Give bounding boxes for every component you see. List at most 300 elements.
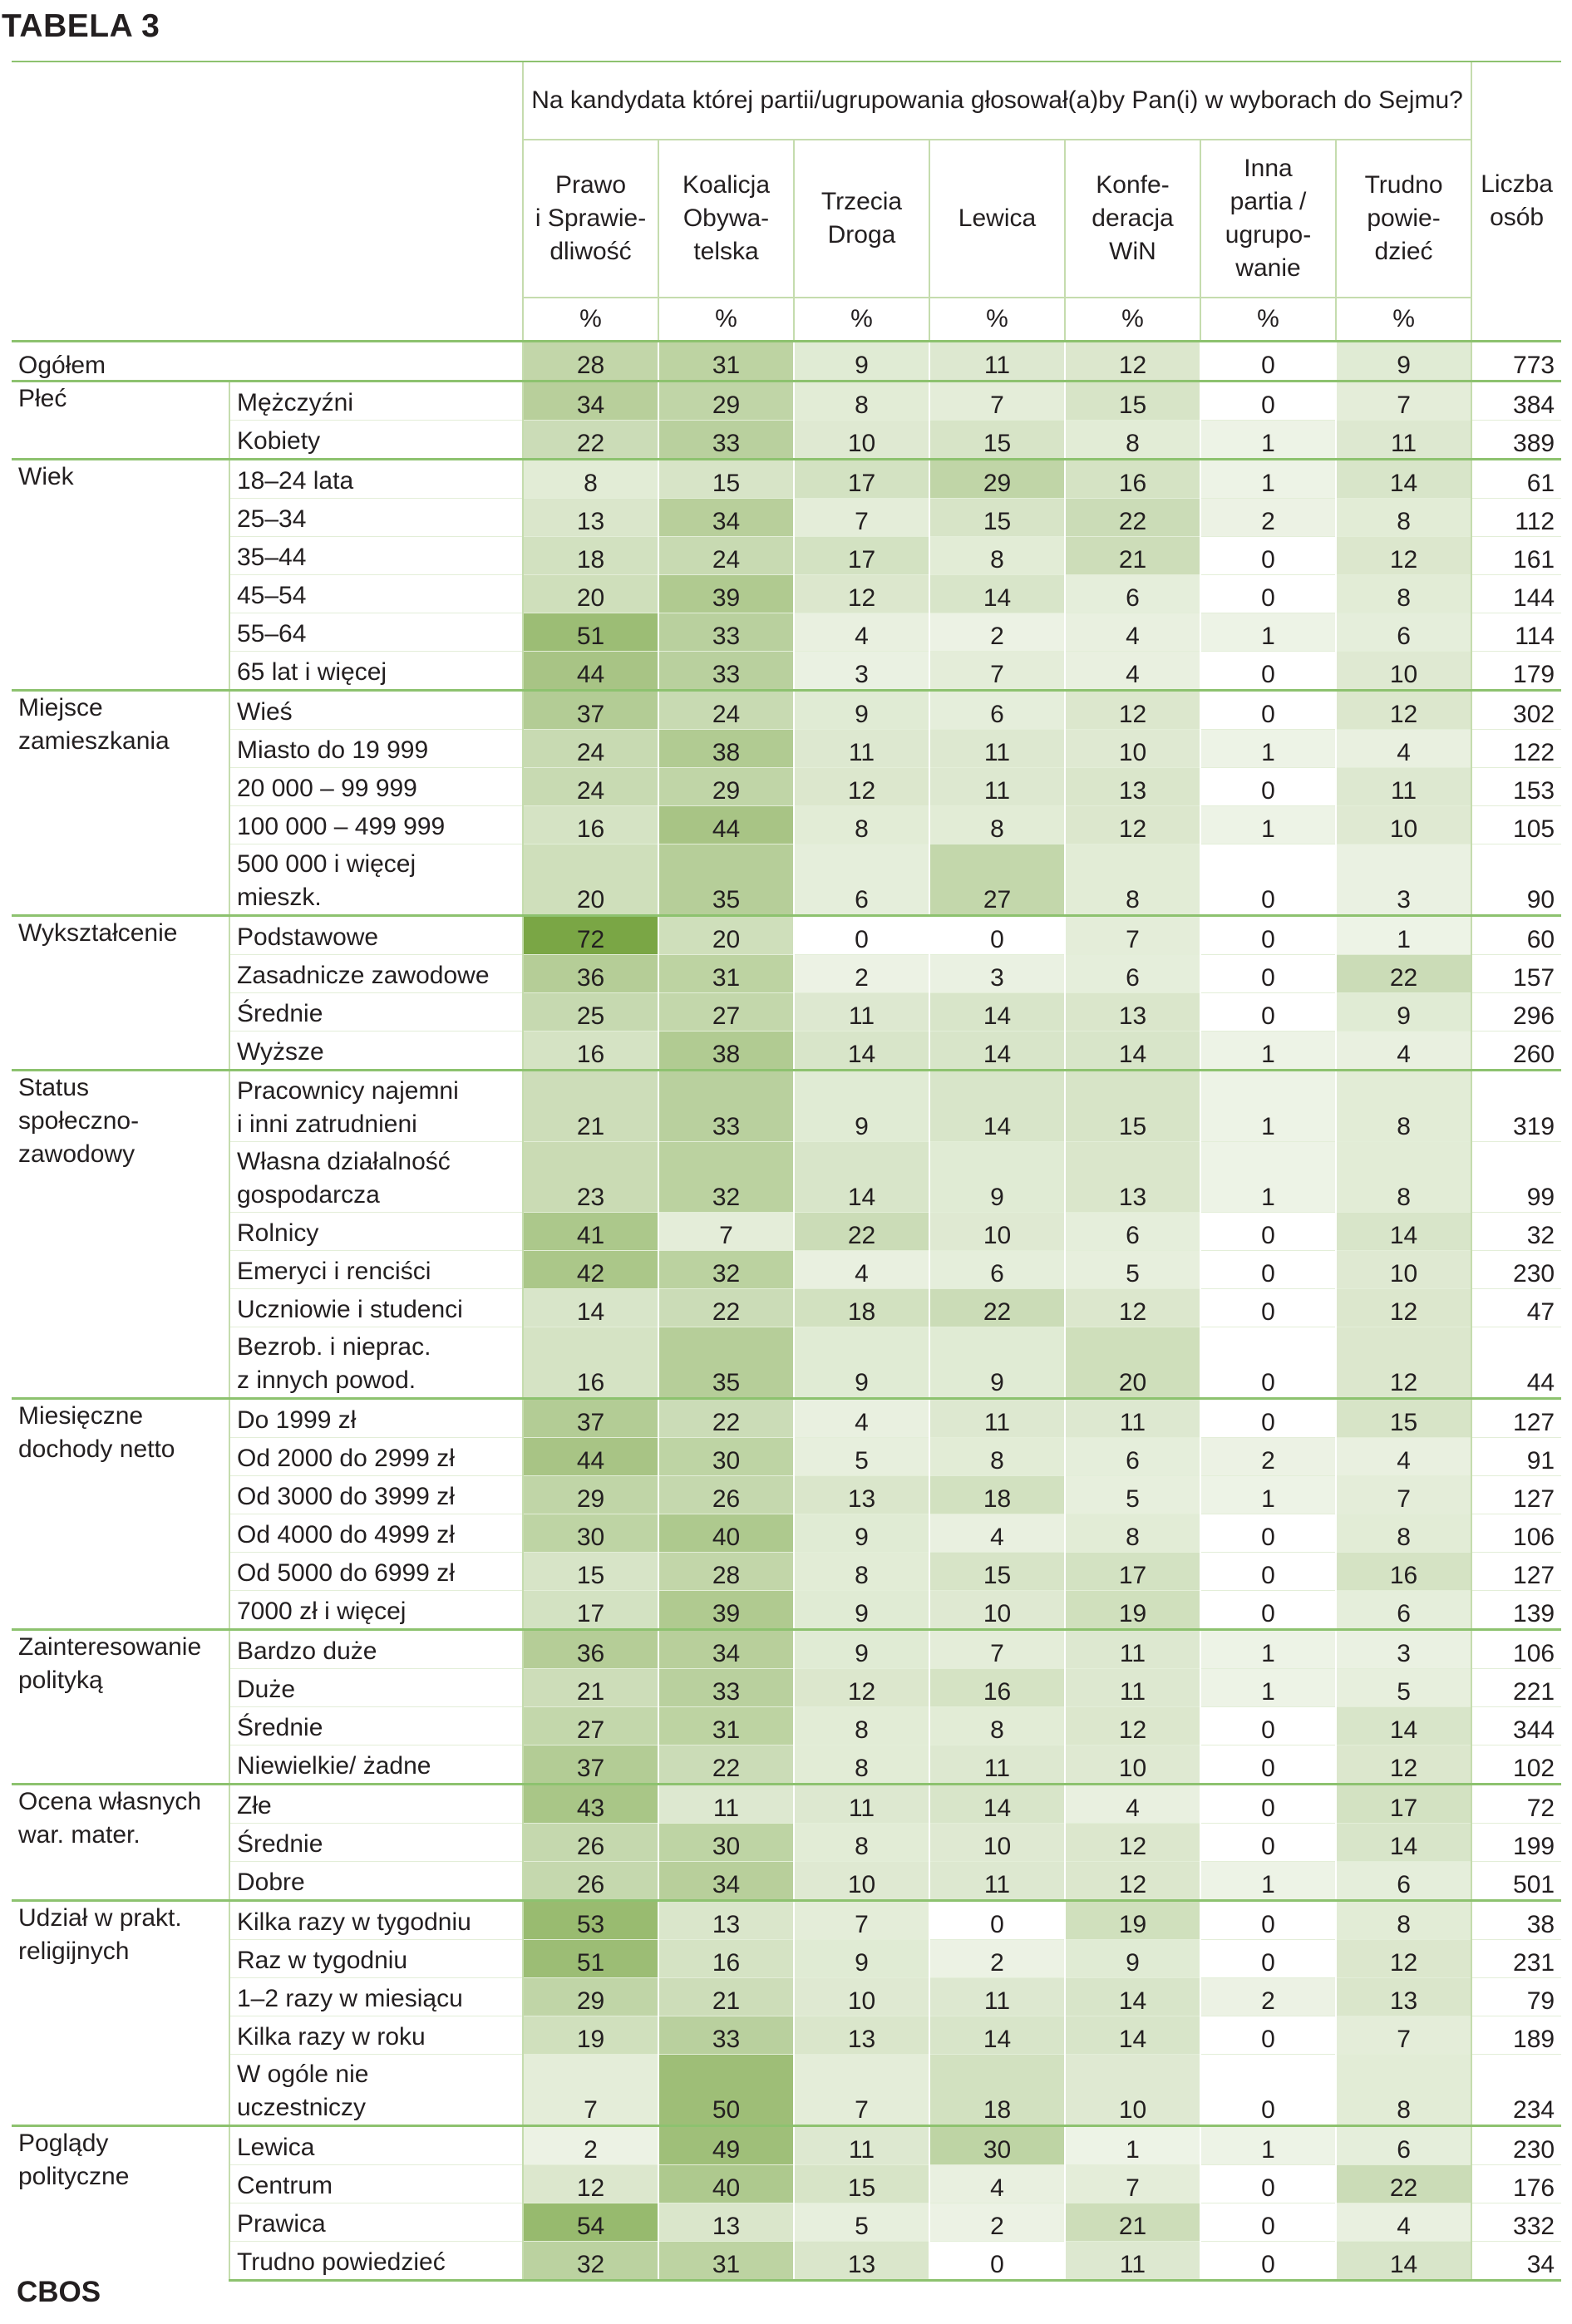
text-line: gospodarcza	[237, 1180, 380, 1209]
text-line: Zainteresowanie	[18, 1632, 202, 1661]
subgroup-label	[229, 954, 523, 992]
percent-cell: 33	[658, 651, 794, 690]
percent-unit: %	[1200, 298, 1336, 341]
table-row	[12, 2054, 1561, 2125]
text-line: Kobiety	[237, 426, 321, 455]
count-cell: 230	[1471, 1250, 1561, 1288]
text-line: i Sprawie-	[535, 204, 647, 232]
percent-cell: 14	[1336, 459, 1471, 498]
percent-cell: 72	[523, 915, 658, 954]
percent-cell: 0	[929, 2241, 1065, 2280]
text-line: Złe	[237, 1791, 272, 1819]
table-row	[12, 1552, 1561, 1590]
percent-cell: 7	[794, 1900, 929, 1939]
subgroup-label	[229, 1939, 523, 1977]
percent-cell: 17	[794, 536, 929, 574]
table-row	[12, 1706, 1561, 1745]
text-line: Lewica	[237, 2133, 315, 2161]
percent-cell: 7	[1336, 1475, 1471, 1514]
percent-cell: 7	[1065, 2164, 1200, 2203]
subgroup-label	[229, 459, 523, 498]
percent-cell: 14	[1065, 1977, 1200, 2016]
percent-cell: 12	[1065, 1823, 1200, 1861]
count-cell: 234	[1471, 2054, 1561, 2125]
percent-cell: 14	[1336, 1706, 1471, 1745]
percent-cell: 31	[658, 2241, 794, 2280]
percent-cell: 11	[658, 1784, 794, 1823]
count-cell: 773	[1471, 341, 1561, 381]
percent-cell: 36	[523, 954, 658, 992]
text-line: Wiek	[18, 462, 74, 490]
percent-cell: 15	[1065, 381, 1200, 420]
text-line: war. mater.	[18, 1820, 140, 1849]
percent-cell: 0	[1200, 341, 1336, 381]
percent-cell: 28	[658, 1552, 794, 1590]
percent-cell: 14	[523, 1288, 658, 1327]
subgroup-label	[229, 1437, 523, 1475]
percent-cell: 29	[658, 381, 794, 420]
table-row	[12, 1437, 1561, 1475]
percent-cell: 9	[794, 1514, 929, 1552]
subgroup-label	[229, 1250, 523, 1288]
count-cell: 34	[1471, 2241, 1561, 2280]
table-row	[12, 2016, 1561, 2054]
percent-cell: 0	[1200, 992, 1336, 1031]
subgroup-label	[229, 1141, 523, 1212]
percent-cell: 6	[1065, 574, 1200, 613]
text-line: Status	[18, 1073, 90, 1101]
percent-cell: 32	[658, 1250, 794, 1288]
percent-cell: 7	[1065, 915, 1200, 954]
table-row	[12, 690, 1561, 729]
subgroup-label	[229, 1900, 523, 1939]
percent-cell: 44	[523, 651, 658, 690]
party-header-5	[1200, 140, 1336, 298]
percent-cell: 1	[1200, 1141, 1336, 1212]
percent-cell: 8	[523, 459, 658, 498]
count-cell: 127	[1471, 1475, 1561, 1514]
subgroup-label	[229, 1514, 523, 1552]
table-row	[12, 1141, 1561, 1212]
count-cell: 189	[1471, 2016, 1561, 2054]
percent-cell: 0	[1200, 2203, 1336, 2241]
text-line: zawodowy	[18, 1140, 136, 1168]
percent-cell: 0	[1200, 651, 1336, 690]
percent-cell: 8	[929, 536, 1065, 574]
percent-cell: 3	[929, 954, 1065, 992]
text-line: wanie	[1235, 254, 1301, 282]
percent-cell: 14	[1336, 1212, 1471, 1250]
percent-cell: 0	[1200, 2164, 1336, 2203]
count-cell: 102	[1471, 1745, 1561, 1784]
percent-cell: 8	[929, 1437, 1065, 1475]
text-line: Od 3000 do 3999 zł	[237, 1482, 455, 1510]
percent-cell: 8	[1065, 844, 1200, 915]
text-line: Miasto do 19 999	[237, 736, 429, 764]
text-line: 500 000 i więcej	[237, 849, 416, 878]
percent-cell: 27	[929, 844, 1065, 915]
count-cell: 127	[1471, 1398, 1561, 1437]
subgroup-label	[229, 1070, 523, 1141]
text-line: polityką	[18, 1666, 103, 1694]
percent-cell: 8	[1065, 420, 1200, 459]
percent-cell: 5	[794, 2203, 929, 2241]
percent-cell: 6	[1336, 1861, 1471, 1900]
percent-cell: 9	[794, 1629, 929, 1668]
text-line: Trudno powiedzieć	[237, 2248, 446, 2276]
text-line: dliwość	[549, 238, 632, 265]
percent-cell: 9	[794, 1327, 929, 1398]
percent-unit: %	[929, 298, 1065, 341]
percent-cell: 8	[1336, 1141, 1471, 1212]
text-line: 18–24 lata	[237, 466, 354, 495]
table-row	[12, 1590, 1561, 1629]
percent-cell: 0	[1200, 844, 1336, 915]
text-line: W ogóle nie	[237, 2060, 369, 2088]
count-cell: 79	[1471, 1977, 1561, 2016]
percent-cell: 14	[1065, 2016, 1200, 2054]
percent-cell: 4	[794, 1250, 929, 1288]
percent-cell: 11	[794, 729, 929, 767]
percent-cell: 18	[523, 536, 658, 574]
percent-cell: 14	[1336, 1823, 1471, 1861]
table-row	[12, 1070, 1561, 1141]
percent-cell: 1	[1065, 2125, 1200, 2164]
percent-cell: 14	[794, 1031, 929, 1070]
text-line: Bardzo duże	[237, 1637, 377, 1665]
percent-cell: 20	[523, 844, 658, 915]
text-line: 65 lat i więcej	[237, 657, 387, 686]
table-row	[12, 341, 1561, 381]
text-line: Droga	[827, 221, 896, 249]
percent-cell: 14	[929, 992, 1065, 1031]
percent-cell: 22	[658, 1288, 794, 1327]
table-row	[12, 1939, 1561, 1977]
percent-cell: 12	[1065, 1861, 1200, 1900]
percent-cell: 10	[929, 1823, 1065, 1861]
subgroup-label	[229, 574, 523, 613]
count-cell: 153	[1471, 767, 1561, 805]
percent-cell: 33	[658, 1668, 794, 1706]
percent-cell: 9	[794, 1939, 929, 1977]
text-line: Podstawowe	[237, 923, 379, 951]
count-cell: 221	[1471, 1668, 1561, 1706]
table-row	[12, 954, 1561, 992]
count-cell: 114	[1471, 613, 1561, 651]
percent-cell: 0	[1200, 1900, 1336, 1939]
percent-cell: 0	[1200, 2054, 1336, 2125]
percent-cell: 7	[929, 381, 1065, 420]
percent-cell: 21	[1065, 536, 1200, 574]
percent-cell: 11	[929, 767, 1065, 805]
table-row	[12, 2164, 1561, 2203]
count-cell: 106	[1471, 1514, 1561, 1552]
percent-cell: 6	[794, 844, 929, 915]
percent-cell: 13	[794, 2016, 929, 2054]
percent-cell: 10	[1065, 729, 1200, 767]
subgroup-label	[229, 381, 523, 420]
percent-cell: 0	[1200, 690, 1336, 729]
text-line: Konfe-	[1096, 171, 1170, 199]
percent-cell: 8	[794, 1745, 929, 1784]
percent-cell: 42	[523, 1250, 658, 1288]
table-row	[12, 2125, 1561, 2164]
percent-cell: 13	[1065, 992, 1200, 1031]
percent-cell: 0	[1200, 1784, 1336, 1823]
percent-unit: %	[1065, 298, 1200, 341]
percent-cell: 2	[1200, 1977, 1336, 2016]
percent-cell: 17	[523, 1590, 658, 1629]
text-line: 55–64	[237, 619, 307, 647]
percent-cell: 4	[1065, 651, 1200, 690]
text-line: Płeć	[18, 384, 67, 412]
count-cell: 38	[1471, 1900, 1561, 1939]
percent-cell: 19	[523, 2016, 658, 2054]
text-line: Pracownicy najemni	[237, 1076, 459, 1105]
subgroup-label	[229, 690, 523, 729]
category-label	[12, 1629, 229, 1784]
percent-cell: 24	[658, 536, 794, 574]
percent-cell: 17	[1065, 1552, 1200, 1590]
percent-cell: 14	[929, 574, 1065, 613]
text-line: 1–2 razy w miesiącu	[237, 1984, 463, 2012]
category-label	[12, 2125, 229, 2280]
subgroup-label	[229, 1668, 523, 1706]
percent-cell: 1	[1200, 1668, 1336, 1706]
percent-cell: 39	[658, 574, 794, 613]
count-cell: 384	[1471, 381, 1561, 420]
percent-unit: %	[523, 298, 658, 341]
category-label	[12, 915, 229, 1070]
percent-cell: 5	[794, 1437, 929, 1475]
count-cell: 161	[1471, 536, 1561, 574]
percent-cell: 29	[929, 459, 1065, 498]
count-cell: 389	[1471, 420, 1561, 459]
text-line: Do 1999 zł	[237, 1406, 357, 1434]
percent-cell: 9	[929, 1141, 1065, 1212]
percent-cell: 0	[1200, 1398, 1336, 1437]
table-title: TABELA 3	[2, 8, 160, 44]
text-line: Bezrob. i nieprac.	[237, 1332, 431, 1361]
percent-cell: 7	[658, 1212, 794, 1250]
text-line: Koalicja	[682, 171, 771, 199]
percent-cell: 22	[1336, 954, 1471, 992]
table-row	[12, 2203, 1561, 2241]
percent-cell: 12	[1065, 690, 1200, 729]
party-header-3	[929, 140, 1065, 298]
table-row	[12, 1475, 1561, 1514]
question-text: Na kandydata której partii/ugrupowania głosował(a)by Pan(i) w wyborach do Sejmu?	[531, 86, 1463, 114]
percent-cell: 34	[658, 498, 794, 536]
text-line: Własna działalność	[237, 1147, 451, 1175]
percent-cell: 10	[1336, 1250, 1471, 1288]
percent-cell: 8	[794, 381, 929, 420]
count-cell: 122	[1471, 729, 1561, 767]
party-header-0	[523, 140, 658, 298]
count-cell: 47	[1471, 1288, 1561, 1327]
subgroup-label	[229, 2054, 523, 2125]
percent-cell: 8	[794, 1823, 929, 1861]
percent-cell: 1	[1200, 1861, 1336, 1900]
source-logo: CBOS	[17, 2276, 101, 2308]
percent-cell: 20	[1065, 1327, 1200, 1398]
table-row	[12, 1784, 1561, 1823]
subgroup-label	[229, 1784, 523, 1823]
text-line: Trzecia	[820, 188, 903, 215]
percent-cell: 30	[658, 1437, 794, 1475]
table-row	[12, 1861, 1561, 1900]
percent-cell: 2	[929, 613, 1065, 651]
text-line: społeczno-	[18, 1106, 140, 1135]
percent-cell: 8	[1336, 498, 1471, 536]
percent-cell: 7	[929, 1629, 1065, 1668]
percent-cell: 16	[658, 1939, 794, 1977]
percent-cell: 25	[523, 992, 658, 1031]
percent-cell: 32	[523, 2241, 658, 2280]
percent-cell: 35	[658, 1327, 794, 1398]
percent-cell: 49	[658, 2125, 794, 2164]
percent-cell: 40	[658, 1514, 794, 1552]
table-row	[12, 613, 1561, 651]
percent-cell: 54	[523, 2203, 658, 2241]
table-row	[12, 1629, 1561, 1668]
count-cell: 127	[1471, 1552, 1561, 1590]
count-cell: 106	[1471, 1629, 1561, 1668]
question-cell	[523, 62, 1471, 140]
percent-cell: 12	[1065, 341, 1200, 381]
count-cell: 99	[1471, 1141, 1561, 1212]
percent-cell: 0	[1200, 954, 1336, 992]
percent-cell: 43	[523, 1784, 658, 1823]
percent-cell: 4	[1336, 1031, 1471, 1070]
percent-cell: 18	[929, 1475, 1065, 1514]
percent-cell: 44	[523, 1437, 658, 1475]
percent-cell: 21	[658, 1977, 794, 2016]
text-line: 100 000 – 499 999	[237, 812, 446, 840]
subgroup-label	[229, 2125, 523, 2164]
percent-cell: 24	[523, 767, 658, 805]
percent-cell: 10	[794, 420, 929, 459]
percent-cell: 20	[523, 574, 658, 613]
percent-cell: 22	[794, 1212, 929, 1250]
percent-cell: 9	[1336, 341, 1471, 381]
count-cell: 319	[1471, 1070, 1561, 1141]
percent-cell: 10	[1336, 651, 1471, 690]
header-question-row	[12, 62, 1561, 140]
percent-cell: 9	[1065, 1939, 1200, 1977]
percent-cell: 7	[794, 2054, 929, 2125]
text-line: Kilka razy w roku	[237, 2022, 426, 2051]
text-line: zamieszkania	[18, 726, 170, 755]
percent-cell: 0	[794, 915, 929, 954]
count-cell: 32	[1471, 1212, 1561, 1250]
percent-cell: 27	[523, 1706, 658, 1745]
count-cell: 90	[1471, 844, 1561, 915]
percent-cell: 21	[523, 1070, 658, 1141]
percent-cell: 31	[658, 954, 794, 992]
percent-cell: 8	[794, 805, 929, 844]
percent-cell: 51	[523, 1939, 658, 1977]
percent-cell: 4	[1336, 729, 1471, 767]
count-cell: 230	[1471, 2125, 1561, 2164]
subgroup-label	[229, 805, 523, 844]
text-line: Od 4000 do 4999 zł	[237, 1520, 455, 1549]
percent-cell: 22	[658, 1398, 794, 1437]
percent-cell: 2	[1200, 498, 1336, 536]
percent-cell: 7	[1336, 2016, 1471, 2054]
percent-cell: 1	[1200, 805, 1336, 844]
percent-cell: 34	[658, 1629, 794, 1668]
percent-cell: 15	[929, 498, 1065, 536]
percent-cell: 0	[1200, 1590, 1336, 1629]
text-line: osób	[1490, 203, 1545, 231]
percent-cell: 12	[1065, 1288, 1200, 1327]
category-label	[12, 381, 229, 459]
table-row	[12, 420, 1561, 459]
percent-cell: 13	[523, 498, 658, 536]
text-line: Wieś	[237, 697, 293, 726]
percent-cell: 14	[929, 1784, 1065, 1823]
percent-cell: 0	[1200, 767, 1336, 805]
percent-cell: 33	[658, 613, 794, 651]
percent-cell: 7	[1336, 381, 1471, 420]
table-row	[12, 1398, 1561, 1437]
percent-cell: 1	[1200, 1475, 1336, 1514]
subgroup-label	[229, 1288, 523, 1327]
percent-cell: 20	[658, 915, 794, 954]
percent-cell: 6	[1336, 613, 1471, 651]
count-cell: 332	[1471, 2203, 1561, 2241]
percent-cell: 16	[523, 805, 658, 844]
percent-cell: 14	[1065, 1031, 1200, 1070]
percent-cell: 2	[523, 2125, 658, 2164]
percent-cell: 51	[523, 613, 658, 651]
percent-cell: 0	[1200, 1939, 1336, 1977]
subgroup-label	[229, 2016, 523, 2054]
percent-cell: 11	[794, 992, 929, 1031]
text-line: Ogółem	[18, 351, 106, 379]
text-line: Centrum	[237, 2171, 333, 2199]
percent-cell: 5	[1065, 1475, 1200, 1514]
text-line: Zasadnicze zawodowe	[237, 961, 490, 989]
table-row	[12, 1823, 1561, 1861]
percent-cell: 4	[1065, 613, 1200, 651]
percent-cell: 12	[1065, 1706, 1200, 1745]
subgroup-label	[229, 1212, 523, 1250]
percent-cell: 15	[794, 2164, 929, 2203]
percent-cell: 16	[523, 1031, 658, 1070]
subgroup-label	[229, 992, 523, 1031]
percent-cell: 0	[1200, 2016, 1336, 2054]
percent-cell: 13	[1065, 767, 1200, 805]
party-header-6	[1336, 140, 1471, 298]
text-line: deracja	[1092, 204, 1174, 232]
text-line: Prawica	[237, 2209, 326, 2238]
percent-cell: 11	[794, 1784, 929, 1823]
percent-cell: 0	[1200, 1288, 1336, 1327]
percent-cell: 16	[929, 1668, 1065, 1706]
text-line: Od 5000 do 6999 zł	[237, 1558, 455, 1587]
percent-cell: 36	[523, 1629, 658, 1668]
text-line: mieszk.	[237, 883, 322, 911]
percent-cell: 1	[1200, 1070, 1336, 1141]
count-cell: 296	[1471, 992, 1561, 1031]
percent-cell: 1	[1200, 459, 1336, 498]
subgroup-label	[229, 498, 523, 536]
percent-cell: 22	[929, 1288, 1065, 1327]
percent-cell: 12	[1336, 1288, 1471, 1327]
category-label	[12, 459, 229, 690]
